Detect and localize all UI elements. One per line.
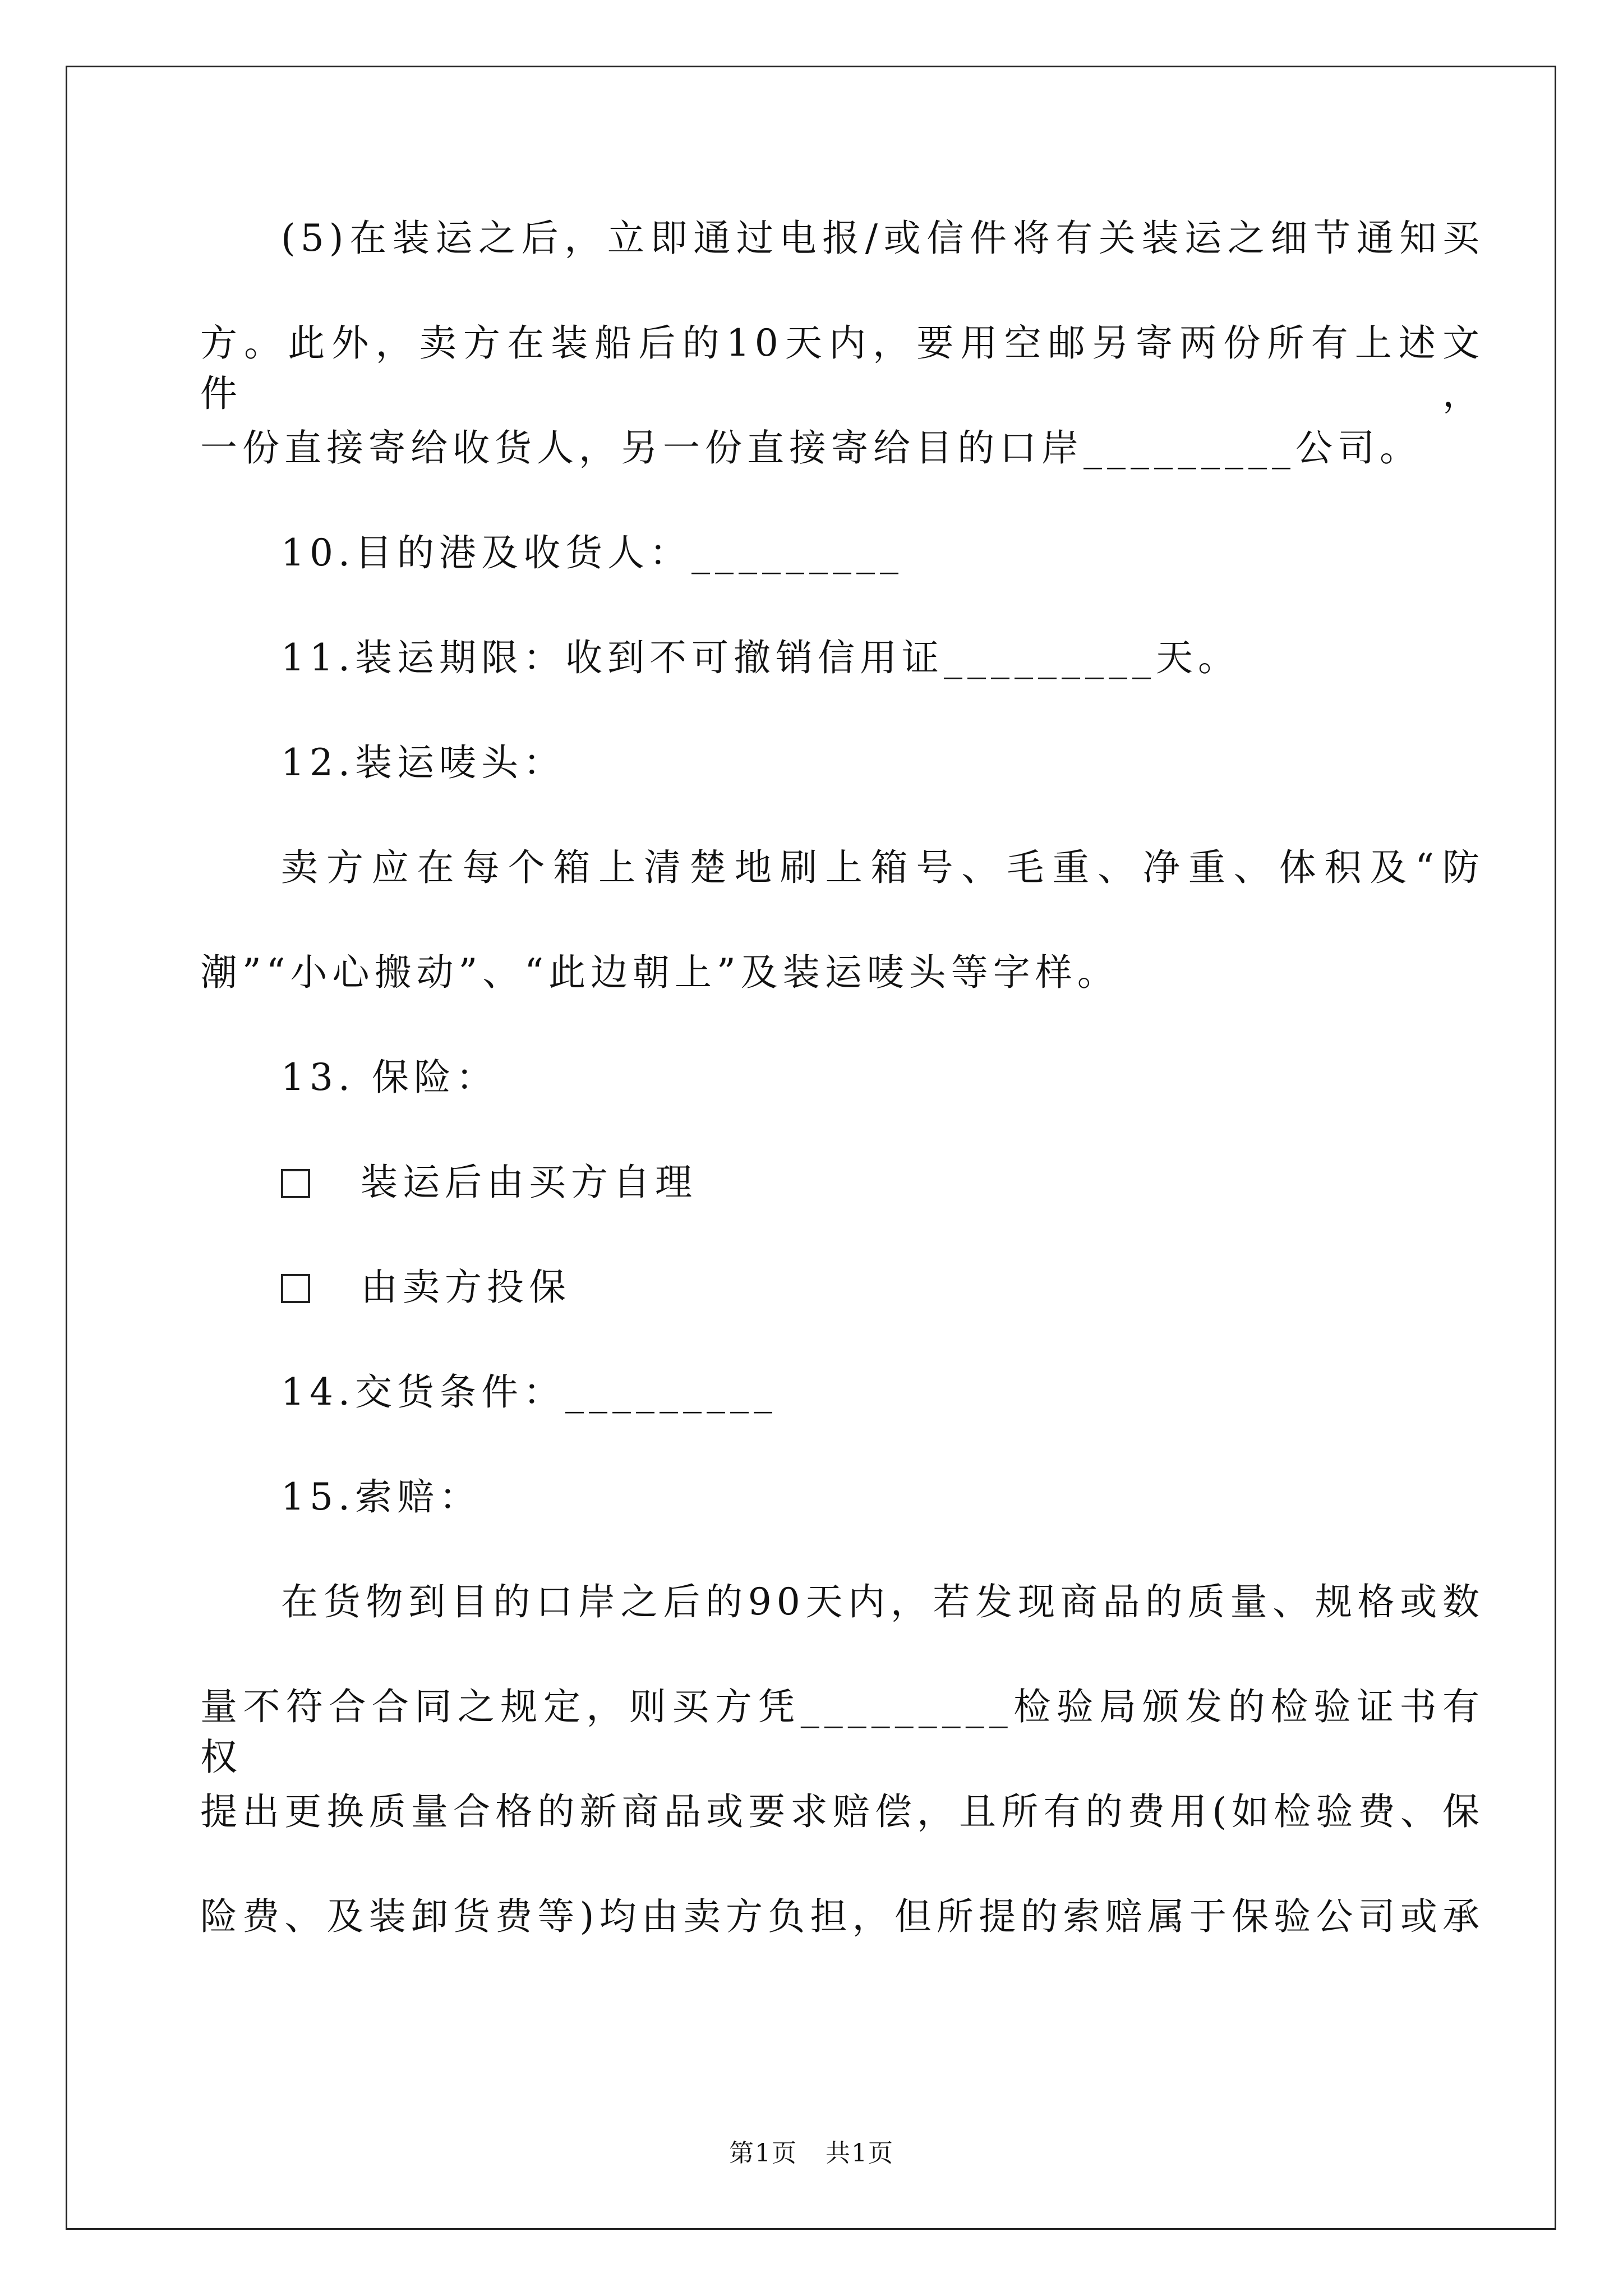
clause-14-line: 14.交货条件：_________ bbox=[281, 1370, 777, 1414]
paragraph-line: 方。此外，卖方在装船后的10天内，要用空邮另寄两份所有上述文件， bbox=[200, 321, 1484, 415]
checkbox-icon bbox=[281, 1274, 310, 1303]
paragraph-line: 险费、及装卸货费等)均由卖方负担，但所提的索赔属于保验公司或承 bbox=[200, 1895, 1484, 1938]
paragraph-line: 提出更换质量合格的新商品或要求赔偿，且所有的费用(如检验费、保 bbox=[200, 1790, 1484, 1833]
insurance-option-buyer bbox=[281, 1157, 697, 1208]
clause-10-line: 10.目的港及收货人：_________ bbox=[281, 531, 903, 574]
clause-15-heading: 15.索赔： bbox=[281, 1475, 481, 1519]
paragraph-line: (5)在装运之后，立即通过电报/或信件将有关装运之细节通知买 bbox=[281, 217, 1484, 260]
paragraph-line: 一份直接寄给收货人，另一份直接寄给目的口岸_________公司。 bbox=[200, 426, 1422, 470]
page-number: 第1页 bbox=[729, 2139, 797, 2168]
paragraph-line: 卖方应在每个箱上清楚地刷上箱号、毛重、净重、体积及“防 bbox=[281, 846, 1484, 889]
paragraph-line: 在货物到目的口岸之后的90天内，若发现商品的质量、规格或数 bbox=[281, 1580, 1484, 1623]
paragraph-line: 潮”“小心搬动”、“此边朝上”及装运唛头等字样。 bbox=[200, 951, 1119, 994]
checkbox-icon bbox=[281, 1169, 310, 1198]
clause-11-line: 11.装运期限：收到不可撤销信用证_________天。 bbox=[281, 636, 1240, 679]
page-total: 共1页 bbox=[826, 2139, 894, 2168]
paragraph-line: 量不符合合同之规定，则买方凭_________检验局颁发的检验证书有权 bbox=[200, 1685, 1484, 1779]
clause-13-heading: 13. 保险： bbox=[281, 1056, 498, 1099]
clause-12-heading: 12.装运唛头： bbox=[281, 741, 565, 784]
insurance-option-label: 由卖方投保 bbox=[361, 1266, 571, 1309]
insurance-option-seller bbox=[281, 1262, 571, 1313]
insurance-option-label: 装运后由买方自理 bbox=[361, 1161, 697, 1204]
page-footer bbox=[0, 2133, 1623, 2169]
